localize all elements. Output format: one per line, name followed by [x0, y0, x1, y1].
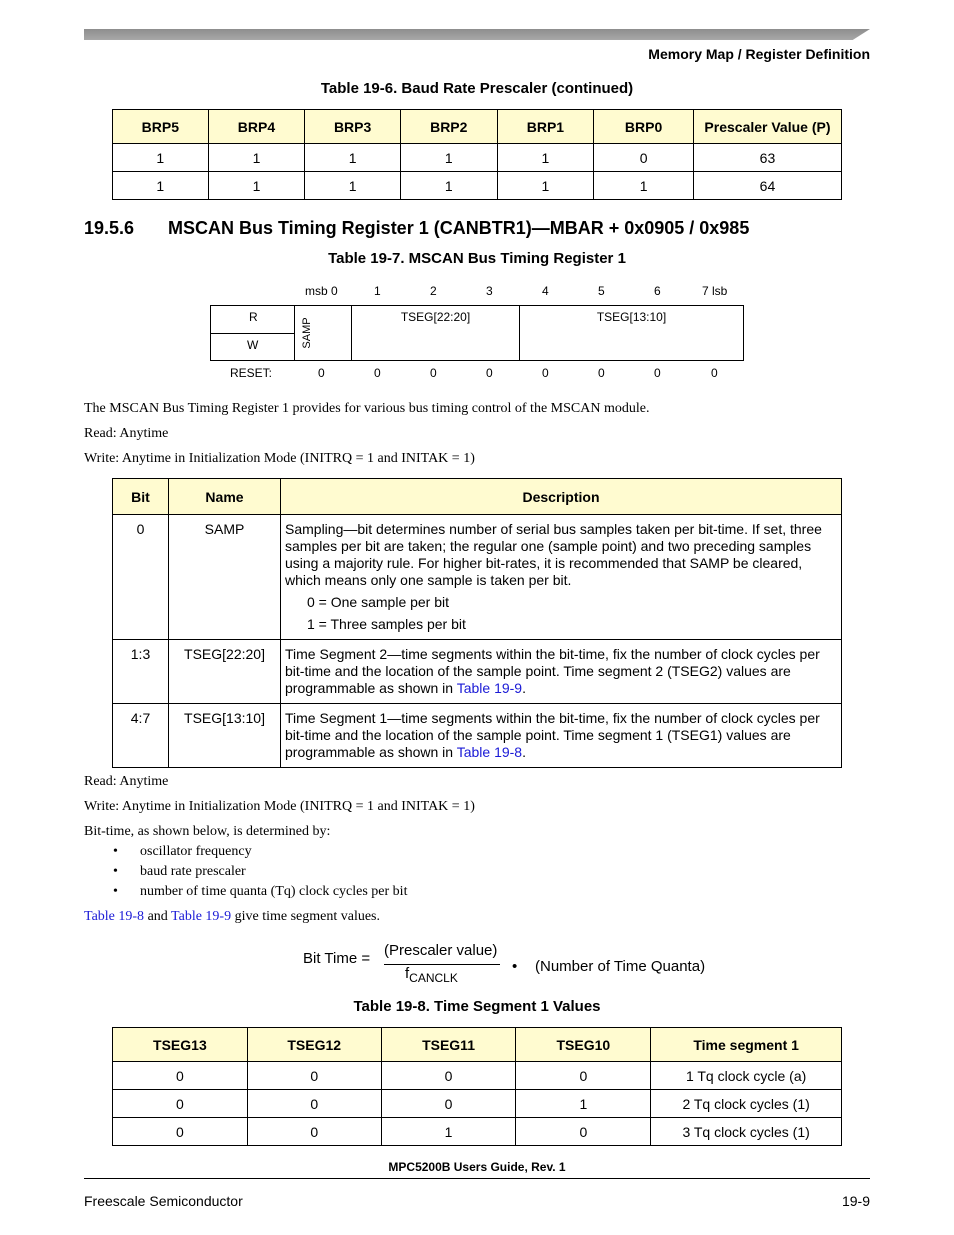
- table-cell: 1: [594, 172, 694, 200]
- table-row: [113, 1062, 842, 1090]
- table-cell: 1: [497, 144, 594, 172]
- table-cell: 0: [381, 1062, 516, 1090]
- table-cell: 0: [247, 1118, 381, 1146]
- table-reference-sentence: [84, 909, 380, 925]
- table-cell: 1: [208, 144, 305, 172]
- column-header: Description: [281, 479, 842, 515]
- bullet-marker: •: [113, 884, 118, 899]
- read-access: Read: Anytime: [84, 774, 169, 789]
- bit-label: 3: [486, 284, 493, 298]
- bit-cell: 0: [113, 515, 169, 640]
- equation-dot: •: [512, 958, 518, 975]
- table-cell: 1: [305, 172, 401, 200]
- footer-rule: [84, 1178, 870, 1179]
- denominator-subscript: CANCLK: [409, 971, 458, 985]
- bit-label: msb 0: [305, 284, 338, 298]
- list-item: oscillator frequency: [140, 844, 252, 859]
- ref-tail: give time segment values.: [231, 909, 381, 924]
- table-cell: 2 Tq clock cycles (1): [651, 1090, 842, 1118]
- section-heading: [84, 218, 749, 239]
- description-text: Time Segment 1—time segments within the bit-time, fix the number of clock cycles per bit-time and the location of the sample point. Time segment 1 (TSEG1) values are programmable as shown in: [285, 710, 820, 760]
- read-access: Read: Anytime: [84, 426, 169, 441]
- equation-numerator: (Prescaler value): [384, 942, 498, 959]
- description-cell: [281, 640, 842, 704]
- column-header: TSEG13: [113, 1028, 248, 1062]
- table-cell: 64: [693, 172, 841, 200]
- description-cell: [281, 704, 842, 768]
- bittime-intro: Bit-time, as shown below, is determined by:: [84, 824, 331, 839]
- reset-value: 0: [598, 366, 605, 380]
- table-19-9-link[interactable]: Table 19-9: [456, 680, 523, 696]
- table-19-8-link[interactable]: Table 19-8: [84, 909, 145, 924]
- intro-paragraph: The MSCAN Bus Timing Register 1 provides for various bus timing control of the MSCAN module.: [84, 401, 650, 416]
- table-cell: 0: [113, 1118, 248, 1146]
- table-cell: 3 Tq clock cycles (1): [651, 1118, 842, 1146]
- bit-label: 6: [654, 284, 661, 298]
- table-row: [113, 1090, 842, 1118]
- column-header: TSEG10: [516, 1028, 651, 1062]
- reset-value: 0: [430, 366, 437, 380]
- table-row: [113, 640, 842, 704]
- list-item: baud rate prescaler: [140, 864, 246, 879]
- name-cell: SAMP: [169, 515, 281, 640]
- bullet-marker: •: [113, 864, 118, 879]
- time-segment-1-table: [112, 1027, 842, 1146]
- column-header: TSEG12: [247, 1028, 381, 1062]
- reset-value: 0: [486, 366, 493, 380]
- read-label: R: [249, 310, 258, 324]
- table-19-8-link[interactable]: Table 19-8: [456, 744, 523, 760]
- description-cell: [281, 515, 842, 640]
- write-access: Write: Anytime in Initialization Mode (INITRQ = 1 and INITAK = 1): [84, 451, 475, 466]
- reset-value: 0: [374, 366, 381, 380]
- bit-label: 2: [430, 284, 437, 298]
- reset-value: 0: [654, 366, 661, 380]
- running-head: Memory Map / Register Definition: [648, 46, 870, 62]
- column-header: BRP5: [113, 110, 209, 144]
- table-cell: 0: [113, 1062, 248, 1090]
- header-bar: [84, 29, 870, 40]
- table-cell: 1: [113, 144, 209, 172]
- bit-label: 1: [374, 284, 381, 298]
- bit-cell: 4:7: [113, 704, 169, 768]
- option-text: 1 = Three samples per bit: [307, 616, 466, 632]
- equation-rhs: (Number of Time Quanta): [535, 958, 706, 975]
- footer-doc-title: MPC5200B Users Guide, Rev. 1: [388, 1160, 566, 1174]
- column-header: BRP1: [497, 110, 594, 144]
- table-row: [113, 1118, 842, 1146]
- bullet-marker: •: [113, 844, 118, 859]
- table-cell: 0: [381, 1090, 516, 1118]
- column-header: BRP3: [305, 110, 401, 144]
- table-cell: 0: [113, 1090, 248, 1118]
- table-cell: 0: [247, 1090, 381, 1118]
- bit-label: 5: [598, 284, 605, 298]
- footer-page-number: 19-9: [841, 1193, 870, 1209]
- table-cell: 1: [381, 1118, 516, 1146]
- description-tail: .: [522, 680, 526, 696]
- table-row: [113, 144, 842, 172]
- table-cell: 0: [247, 1062, 381, 1090]
- column-header: BRP4: [208, 110, 305, 144]
- name-cell: TSEG[13:10]: [169, 704, 281, 768]
- equation-denominator: [405, 965, 458, 985]
- column-header: BRP2: [400, 110, 497, 144]
- section-title: MSCAN Bus Timing Register 1 (CANBTR1)—MBAR + 0x0905 / 0x985: [168, 218, 750, 238]
- bit-cell: 1:3: [113, 640, 169, 704]
- column-header: Bit: [113, 479, 169, 515]
- column-header: Time segment 1: [651, 1028, 842, 1062]
- table-19-7-caption: Table 19-7. MSCAN Bus Timing Register 1: [328, 250, 626, 267]
- list-item: number of time quanta (Tq) clock cycles per bit: [140, 884, 408, 899]
- table-row: [113, 172, 842, 200]
- description-tail: .: [522, 744, 526, 760]
- column-header: Name: [169, 479, 281, 515]
- table-19-9-link[interactable]: Table 19-9: [171, 909, 232, 924]
- table-cell: 0: [516, 1118, 651, 1146]
- equation-lhs: Bit Time =: [303, 950, 371, 967]
- reset-value: 0: [318, 366, 325, 380]
- denominator-f: f: [405, 965, 410, 982]
- column-header: Prescaler Value (P): [693, 110, 841, 144]
- table-cell: 1: [305, 144, 401, 172]
- bit-label: 4: [542, 284, 549, 298]
- write-access: Write: Anytime in Initialization Mode (INITRQ = 1 and INITAK = 1): [84, 799, 475, 814]
- column-header: TSEG11: [381, 1028, 516, 1062]
- reset-value: 0: [542, 366, 549, 380]
- reset-value: 0: [711, 366, 718, 380]
- bit-description-table: [112, 478, 842, 768]
- description-text: Sampling—bit determines number of serial bus samples taken per bit-time. If set, three samples per bit are taken; the regular one (sample point) and two preceding samples using a majority rule. For higher bit-rates, it is recommended that SAMP be cleared, which means only one sample is taken per bit.: [285, 521, 822, 588]
- column-header: BRP0: [594, 110, 694, 144]
- table-19-8-caption: Table 19-8. Time Segment 1 Values: [353, 998, 601, 1015]
- name-cell: TSEG[22:20]: [169, 640, 281, 704]
- table-19-6-caption: Table 19-6. Baud Rate Prescaler (continued): [320, 80, 634, 97]
- baud-rate-prescaler-table: [112, 109, 842, 200]
- table-cell: 1: [400, 172, 497, 200]
- section-number: 19.5.6: [84, 218, 135, 238]
- table-row: [113, 704, 842, 768]
- table-cell: 1: [400, 144, 497, 172]
- table-row: [113, 515, 842, 640]
- bit-label: 7 lsb: [702, 284, 728, 298]
- description-text: Time Segment 2—time segments within the bit-time, fix the number of clock cycles per bit-time and the location of the sample point. Time segment 2 (TSEG2) values are programmable as shown in: [285, 646, 820, 696]
- table-cell: 0: [516, 1062, 651, 1090]
- table-cell: 1 Tq clock cycle (a): [651, 1062, 842, 1090]
- table-cell: 1: [497, 172, 594, 200]
- table-cell: 1: [208, 172, 305, 200]
- reset-label: RESET:: [230, 366, 273, 380]
- tseg2-field-label: TSEG[22:20]: [400, 310, 471, 324]
- table-cell: 1: [113, 172, 209, 200]
- table-cell: 63: [693, 144, 841, 172]
- option-text: 0 = One sample per bit: [307, 594, 450, 610]
- footer-company: Freescale Semiconductor: [84, 1193, 243, 1209]
- samp-field-label: SAMP: [301, 317, 313, 349]
- write-label: W: [247, 338, 259, 352]
- ref-and: and: [144, 909, 172, 924]
- tseg1-field-label: TSEG[13:10]: [596, 310, 667, 324]
- table-cell: 0: [594, 144, 694, 172]
- table-cell: 1: [516, 1090, 651, 1118]
